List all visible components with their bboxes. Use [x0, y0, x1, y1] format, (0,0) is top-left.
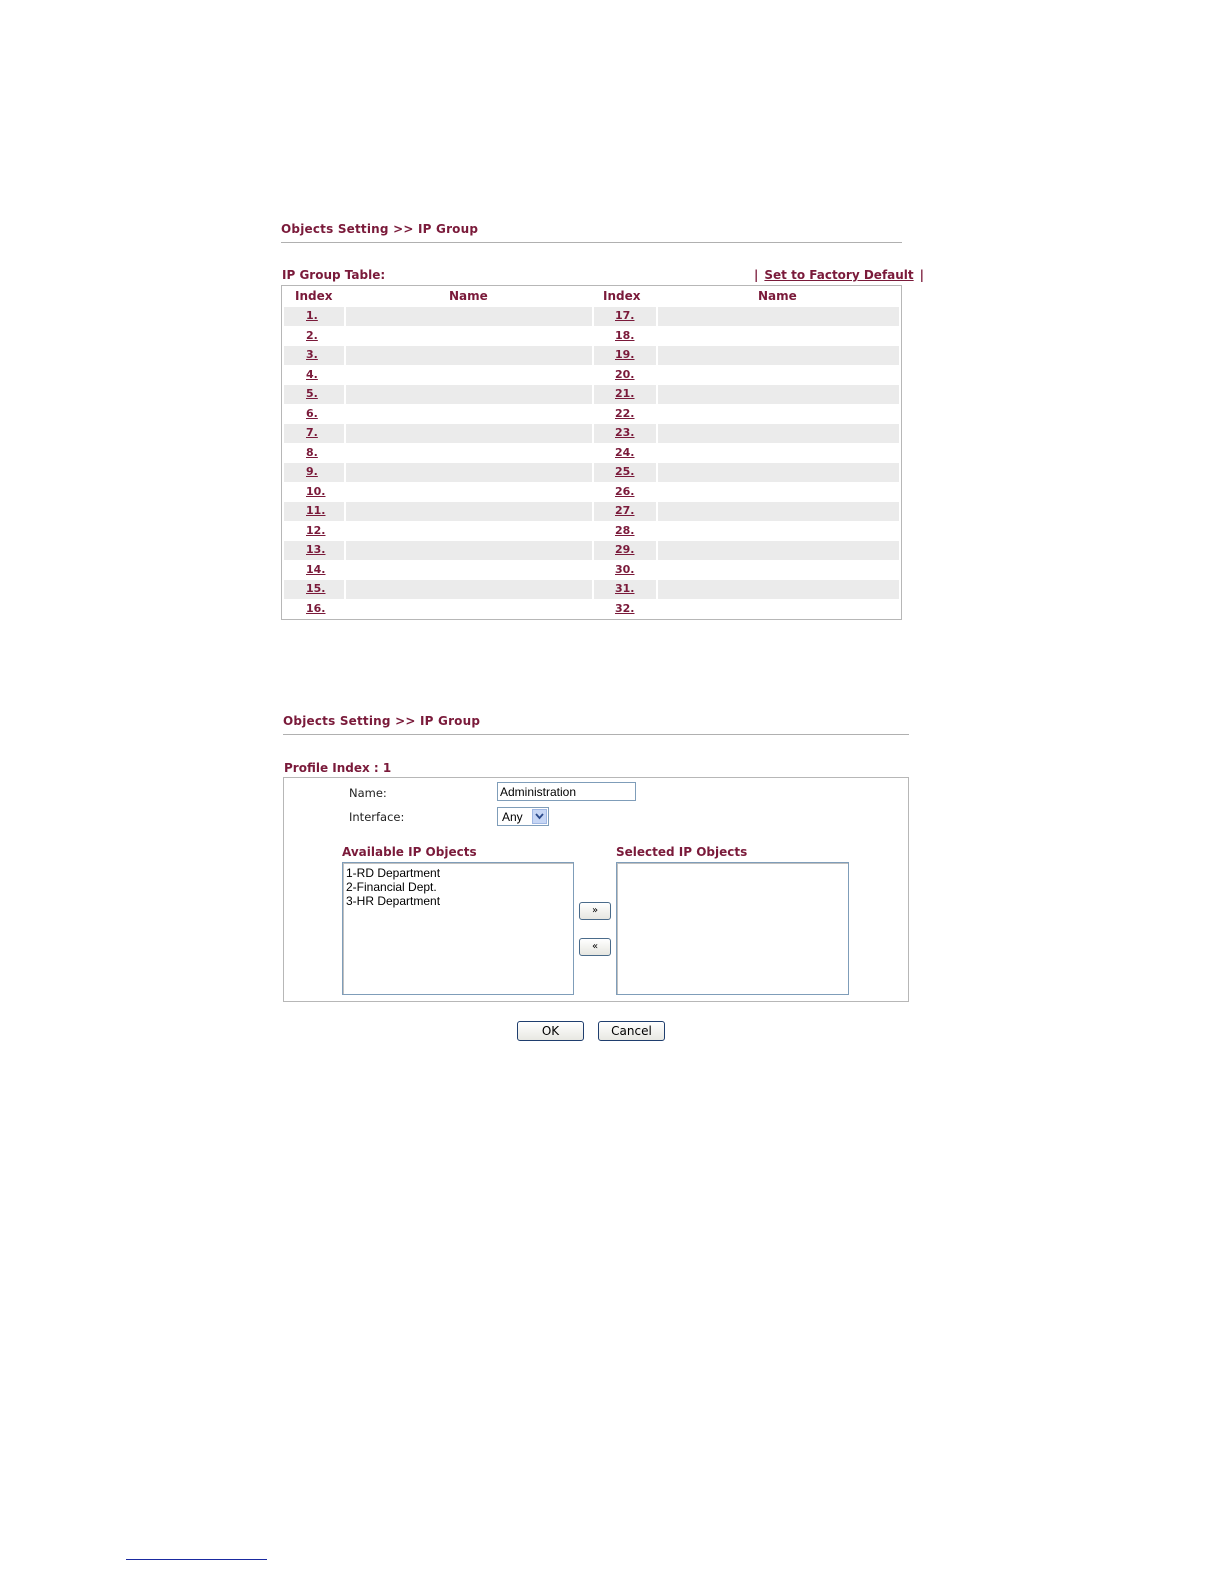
index-cell — [284, 483, 344, 502]
name-cell — [658, 327, 899, 346]
index-cell — [284, 561, 344, 580]
profile-index-link[interactable]: 2. — [306, 328, 318, 342]
profile-index-link[interactable]: 22. — [615, 406, 635, 420]
index-cell — [284, 502, 344, 521]
name-cell — [658, 483, 899, 502]
index-cell — [284, 405, 344, 424]
index-cell — [284, 444, 344, 463]
profile-index-link[interactable]: 18. — [615, 328, 635, 342]
list-item[interactable]: 1-RD Department — [346, 866, 441, 880]
profile-index-link[interactable]: 3. — [306, 348, 318, 361]
profile-index-link[interactable]: 14. — [306, 562, 326, 576]
list-item[interactable]: 2-Financial Dept. — [346, 880, 437, 894]
name-cell — [346, 346, 592, 365]
profile-index-link[interactable]: 10. — [306, 484, 326, 498]
divider-bottom — [283, 734, 909, 735]
index-cell — [594, 346, 656, 365]
index-cell — [284, 600, 344, 619]
profile-index-link[interactable]: 31. — [615, 582, 635, 595]
add-object-button[interactable]: » — [579, 902, 611, 920]
profile-index-link[interactable]: 25. — [615, 465, 635, 478]
name-cell — [346, 405, 592, 424]
name-label: Name: — [349, 786, 387, 800]
name-cell — [658, 522, 899, 541]
index-cell — [284, 424, 344, 443]
index-cell — [284, 580, 344, 599]
name-cell — [658, 405, 899, 424]
index-cell — [284, 385, 344, 404]
factory-default-area — [754, 268, 924, 282]
separator-right: | — [919, 268, 925, 282]
name-cell — [658, 307, 899, 326]
profile-index-link[interactable]: 21. — [615, 387, 635, 400]
ok-button[interactable]: OK — [517, 1021, 584, 1041]
name-cell — [658, 561, 899, 580]
name-cell — [658, 385, 899, 404]
name-cell — [658, 444, 899, 463]
header-name-right: Name — [758, 289, 797, 303]
table-row — [284, 405, 899, 424]
separator-left: | — [754, 268, 759, 282]
table-row — [284, 307, 899, 326]
ip-group-table-title: IP Group Table: — [282, 268, 386, 282]
profile-index-link[interactable]: 12. — [306, 523, 326, 537]
table-row — [284, 580, 899, 599]
table-row — [284, 385, 899, 404]
index-cell — [594, 502, 656, 521]
profile-index-link[interactable]: 17. — [615, 309, 635, 322]
index-cell — [594, 327, 656, 346]
header-name-left: Name — [449, 289, 488, 303]
table-row — [284, 327, 899, 346]
name-cell — [658, 346, 899, 365]
name-input[interactable] — [497, 782, 636, 801]
table-row — [284, 463, 899, 482]
remove-object-button[interactable]: « — [579, 938, 611, 956]
name-cell — [658, 541, 899, 560]
profile-index-link[interactable]: 20. — [615, 367, 635, 381]
table-row — [284, 483, 899, 502]
index-cell — [594, 522, 656, 541]
available-ip-objects-list[interactable] — [342, 862, 574, 995]
name-cell — [658, 580, 899, 599]
profile-index-link[interactable]: 9. — [306, 465, 318, 478]
profile-index-link[interactable]: 23. — [615, 426, 635, 439]
index-cell — [594, 366, 656, 385]
profile-index-link[interactable]: 11. — [306, 504, 326, 517]
index-cell — [284, 307, 344, 326]
profile-index-link[interactable]: 19. — [615, 348, 635, 361]
index-cell — [594, 483, 656, 502]
list-item[interactable]: 3-HR Department — [346, 894, 441, 908]
profile-index-link[interactable]: 30. — [615, 562, 635, 576]
selected-ip-objects-title: Selected IP Objects — [616, 845, 748, 859]
footer-divider — [126, 1559, 267, 1560]
table-row — [284, 424, 899, 443]
interface-label: Interface: — [349, 810, 405, 824]
profile-index-link[interactable]: 26. — [615, 484, 635, 498]
interface-select[interactable] — [497, 807, 549, 826]
name-cell — [658, 600, 899, 619]
divider-top — [281, 242, 902, 243]
index-cell — [594, 561, 656, 580]
name-cell — [658, 502, 899, 521]
index-cell — [284, 327, 344, 346]
name-cell — [346, 424, 592, 443]
name-cell — [346, 561, 592, 580]
name-cell — [658, 366, 899, 385]
name-cell — [346, 327, 592, 346]
name-cell — [346, 444, 592, 463]
ip-group-table — [281, 285, 902, 620]
profile-index-link[interactable]: 29. — [615, 543, 635, 556]
profile-index-link[interactable]: 28. — [615, 523, 635, 537]
index-cell — [594, 580, 656, 599]
index-cell — [594, 444, 656, 463]
name-cell — [346, 600, 592, 619]
profile-index-link[interactable]: 7. — [306, 426, 318, 439]
name-cell — [346, 385, 592, 404]
name-cell — [346, 502, 592, 521]
table-row — [284, 561, 899, 580]
profile-index-link[interactable]: 32. — [615, 601, 635, 615]
profile-index-link[interactable]: 4. — [306, 367, 318, 381]
profile-index-link[interactable]: 24. — [615, 445, 635, 459]
page-breadcrumb-bottom: Objects Setting >> IP Group — [283, 714, 481, 728]
name-cell — [346, 463, 592, 482]
available-ip-objects-title: Available IP Objects — [342, 845, 477, 859]
name-cell — [346, 541, 592, 560]
profile-index-link[interactable]: 16. — [306, 601, 326, 615]
name-cell — [346, 522, 592, 541]
chevron-down-icon[interactable] — [532, 809, 547, 824]
name-cell — [346, 483, 592, 502]
profile-index-link[interactable]: 15. — [306, 582, 326, 595]
name-cell — [658, 424, 899, 443]
table-row — [284, 366, 899, 385]
index-cell — [284, 346, 344, 365]
index-cell — [594, 424, 656, 443]
selected-ip-objects-list[interactable] — [616, 862, 849, 995]
table-row — [284, 541, 899, 560]
interface-select-value: Any — [502, 810, 523, 824]
set-factory-default-link[interactable]: Set to Factory Default — [764, 268, 914, 282]
name-cell — [346, 307, 592, 326]
page-breadcrumb-top: Objects Setting >> IP Group — [281, 222, 479, 236]
name-cell — [658, 463, 899, 482]
table-row — [284, 346, 899, 365]
index-cell — [594, 463, 656, 482]
profile-index-link[interactable]: 13. — [306, 543, 326, 556]
header-index-left: Index — [295, 289, 333, 303]
table-row — [284, 502, 899, 521]
index-cell — [594, 405, 656, 424]
index-cell — [284, 463, 344, 482]
table-row — [284, 444, 899, 463]
index-cell — [284, 522, 344, 541]
table-row — [284, 600, 899, 619]
profile-index-link[interactable]: 6. — [306, 406, 318, 420]
name-cell — [346, 580, 592, 599]
index-cell — [594, 600, 656, 619]
index-cell — [594, 385, 656, 404]
name-cell — [346, 366, 592, 385]
profile-index-link[interactable]: 1. — [306, 309, 318, 322]
table-row — [284, 522, 899, 541]
header-index-right: Index — [603, 289, 641, 303]
profile-index-link[interactable]: 5. — [306, 387, 318, 400]
index-cell — [284, 366, 344, 385]
index-cell — [594, 541, 656, 560]
index-cell — [284, 541, 344, 560]
cancel-button[interactable]: Cancel — [598, 1021, 665, 1041]
profile-index-label: Profile Index : 1 — [284, 761, 392, 775]
profile-index-link[interactable]: 8. — [306, 445, 318, 459]
index-cell — [594, 307, 656, 326]
profile-index-link[interactable]: 27. — [615, 504, 635, 517]
